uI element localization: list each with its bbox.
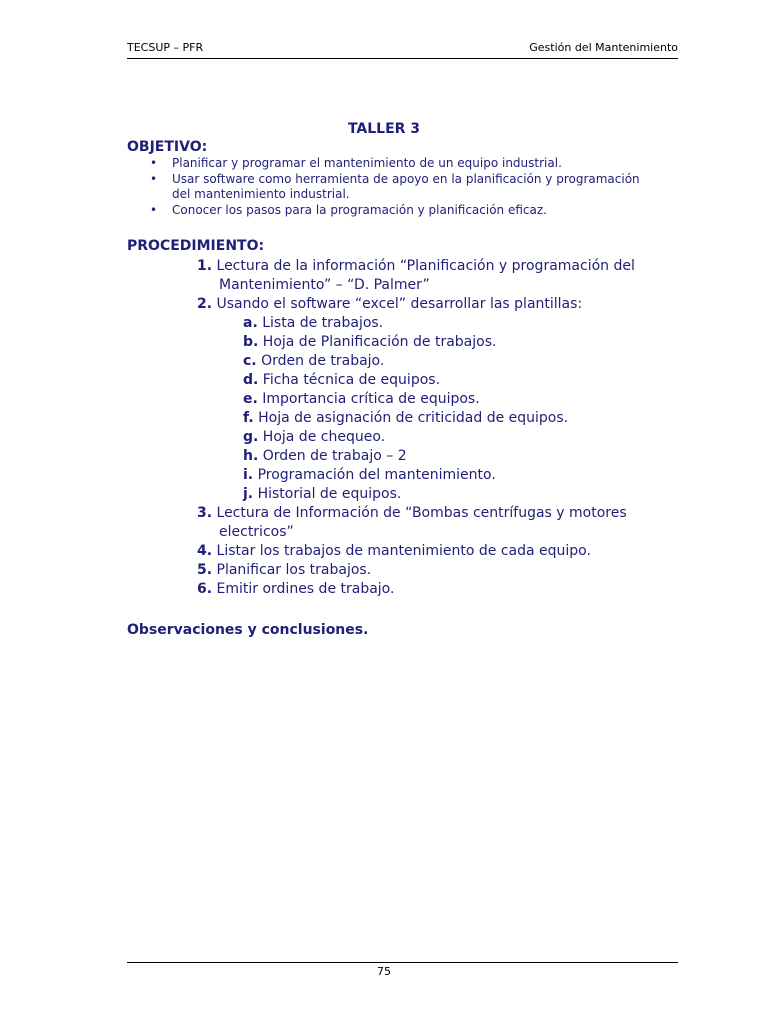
objective-item	[150, 156, 650, 172]
procedure-substep	[0, 352, 768, 371]
bullet-icon: •	[150, 156, 158, 170]
procedure-step-continuation	[0, 276, 768, 295]
substep-letter: a.	[243, 315, 258, 331]
procedure-substep	[0, 409, 768, 428]
step-number: 6.	[197, 581, 213, 597]
step-number: 1.	[197, 258, 213, 274]
substep-text: Historial de equipos.	[253, 486, 402, 502]
footer-divider	[127, 962, 678, 963]
procedure-substep	[0, 371, 768, 390]
procedure-list	[0, 257, 768, 599]
substep-letter: h.	[243, 448, 259, 464]
page-title: TALLER 3	[347, 121, 421, 137]
objective-list	[150, 156, 650, 218]
step-text: Listar los trabajos de mantenimiento de cada equipo.	[212, 543, 591, 559]
page-number: 75	[377, 965, 391, 978]
substep-text: Orden de trabajo.	[256, 353, 385, 369]
step-text: Mantenimiento” – “D. Palmer”	[219, 277, 430, 293]
substep-text: Ficha técnica de equipos.	[258, 372, 441, 388]
step-number: 2.	[197, 296, 213, 312]
step-text: Lectura de Información de “Bombas centrífugas y motores	[212, 505, 627, 521]
substep-text: Hoja de asignación de criticidad de equipos.	[253, 410, 569, 426]
substep-letter: i.	[243, 467, 254, 483]
header-course: Gestión del Mantenimiento	[529, 41, 678, 54]
step-number: 3.	[197, 505, 213, 521]
substep-letter: j.	[243, 486, 254, 502]
procedure-substep	[0, 466, 768, 485]
substep-text: Lista de trabajos.	[257, 315, 384, 331]
substep-letter: g.	[243, 429, 259, 445]
substep-text: Importancia crítica de equipos.	[257, 391, 480, 407]
procedure-step	[0, 295, 768, 314]
procedure-step	[0, 542, 768, 561]
page-header	[127, 41, 678, 59]
procedure-substep	[0, 485, 768, 504]
substep-letter: d.	[243, 372, 259, 388]
objective-item	[150, 203, 650, 219]
step-text: Usando el software “excel” desarrollar las plantillas:	[212, 296, 583, 312]
objective-item-text: Conocer los pasos para la programación y planificación eficaz.	[172, 202, 547, 217]
bullet-icon: •	[150, 202, 158, 217]
step-number: 4.	[197, 543, 213, 559]
header-institution: TECSUP – PFR	[127, 41, 204, 54]
substep-text: Programación del mantenimiento.	[253, 467, 496, 483]
objective-item	[150, 172, 650, 203]
objective-item-text: Usar software como herramienta de apoyo en la planificación y programación del mantenimiento industrial.	[172, 171, 640, 201]
procedure-step	[0, 257, 768, 276]
procedure-substep	[0, 314, 768, 333]
substep-letter: c.	[243, 353, 257, 369]
procedure-step	[0, 504, 768, 523]
substep-letter: e.	[243, 391, 258, 407]
procedure-substep	[0, 333, 768, 352]
objective-heading: OBJETIVO:	[127, 139, 208, 155]
substep-text: Orden de trabajo – 2	[258, 448, 407, 464]
procedure-step	[0, 580, 768, 599]
substep-text: Hoja de chequeo.	[258, 429, 386, 445]
procedure-step-continuation	[0, 523, 768, 542]
procedure-substep	[0, 390, 768, 409]
bullet-icon: •	[150, 171, 158, 186]
step-number: 5.	[197, 562, 213, 578]
procedure-heading: PROCEDIMIENTO:	[127, 238, 265, 254]
substep-letter: f.	[243, 410, 254, 426]
substep-letter: b.	[243, 334, 259, 350]
step-text: Planificar los trabajos.	[212, 562, 372, 578]
step-text: Emitir ordines de trabajo.	[212, 581, 395, 597]
step-text: Lectura de la información “Planificación y programación del	[212, 258, 635, 274]
conclusions-heading: Observaciones y conclusiones.	[127, 622, 369, 638]
objective-item-text: Planificar y programar el mantenimiento de un equipo industrial.	[172, 156, 562, 170]
substep-text: Hoja de Planificación de trabajos.	[258, 334, 497, 350]
procedure-substep	[0, 447, 768, 466]
procedure-substep	[0, 428, 768, 447]
step-text: electricos”	[219, 524, 294, 540]
procedure-step	[0, 561, 768, 580]
